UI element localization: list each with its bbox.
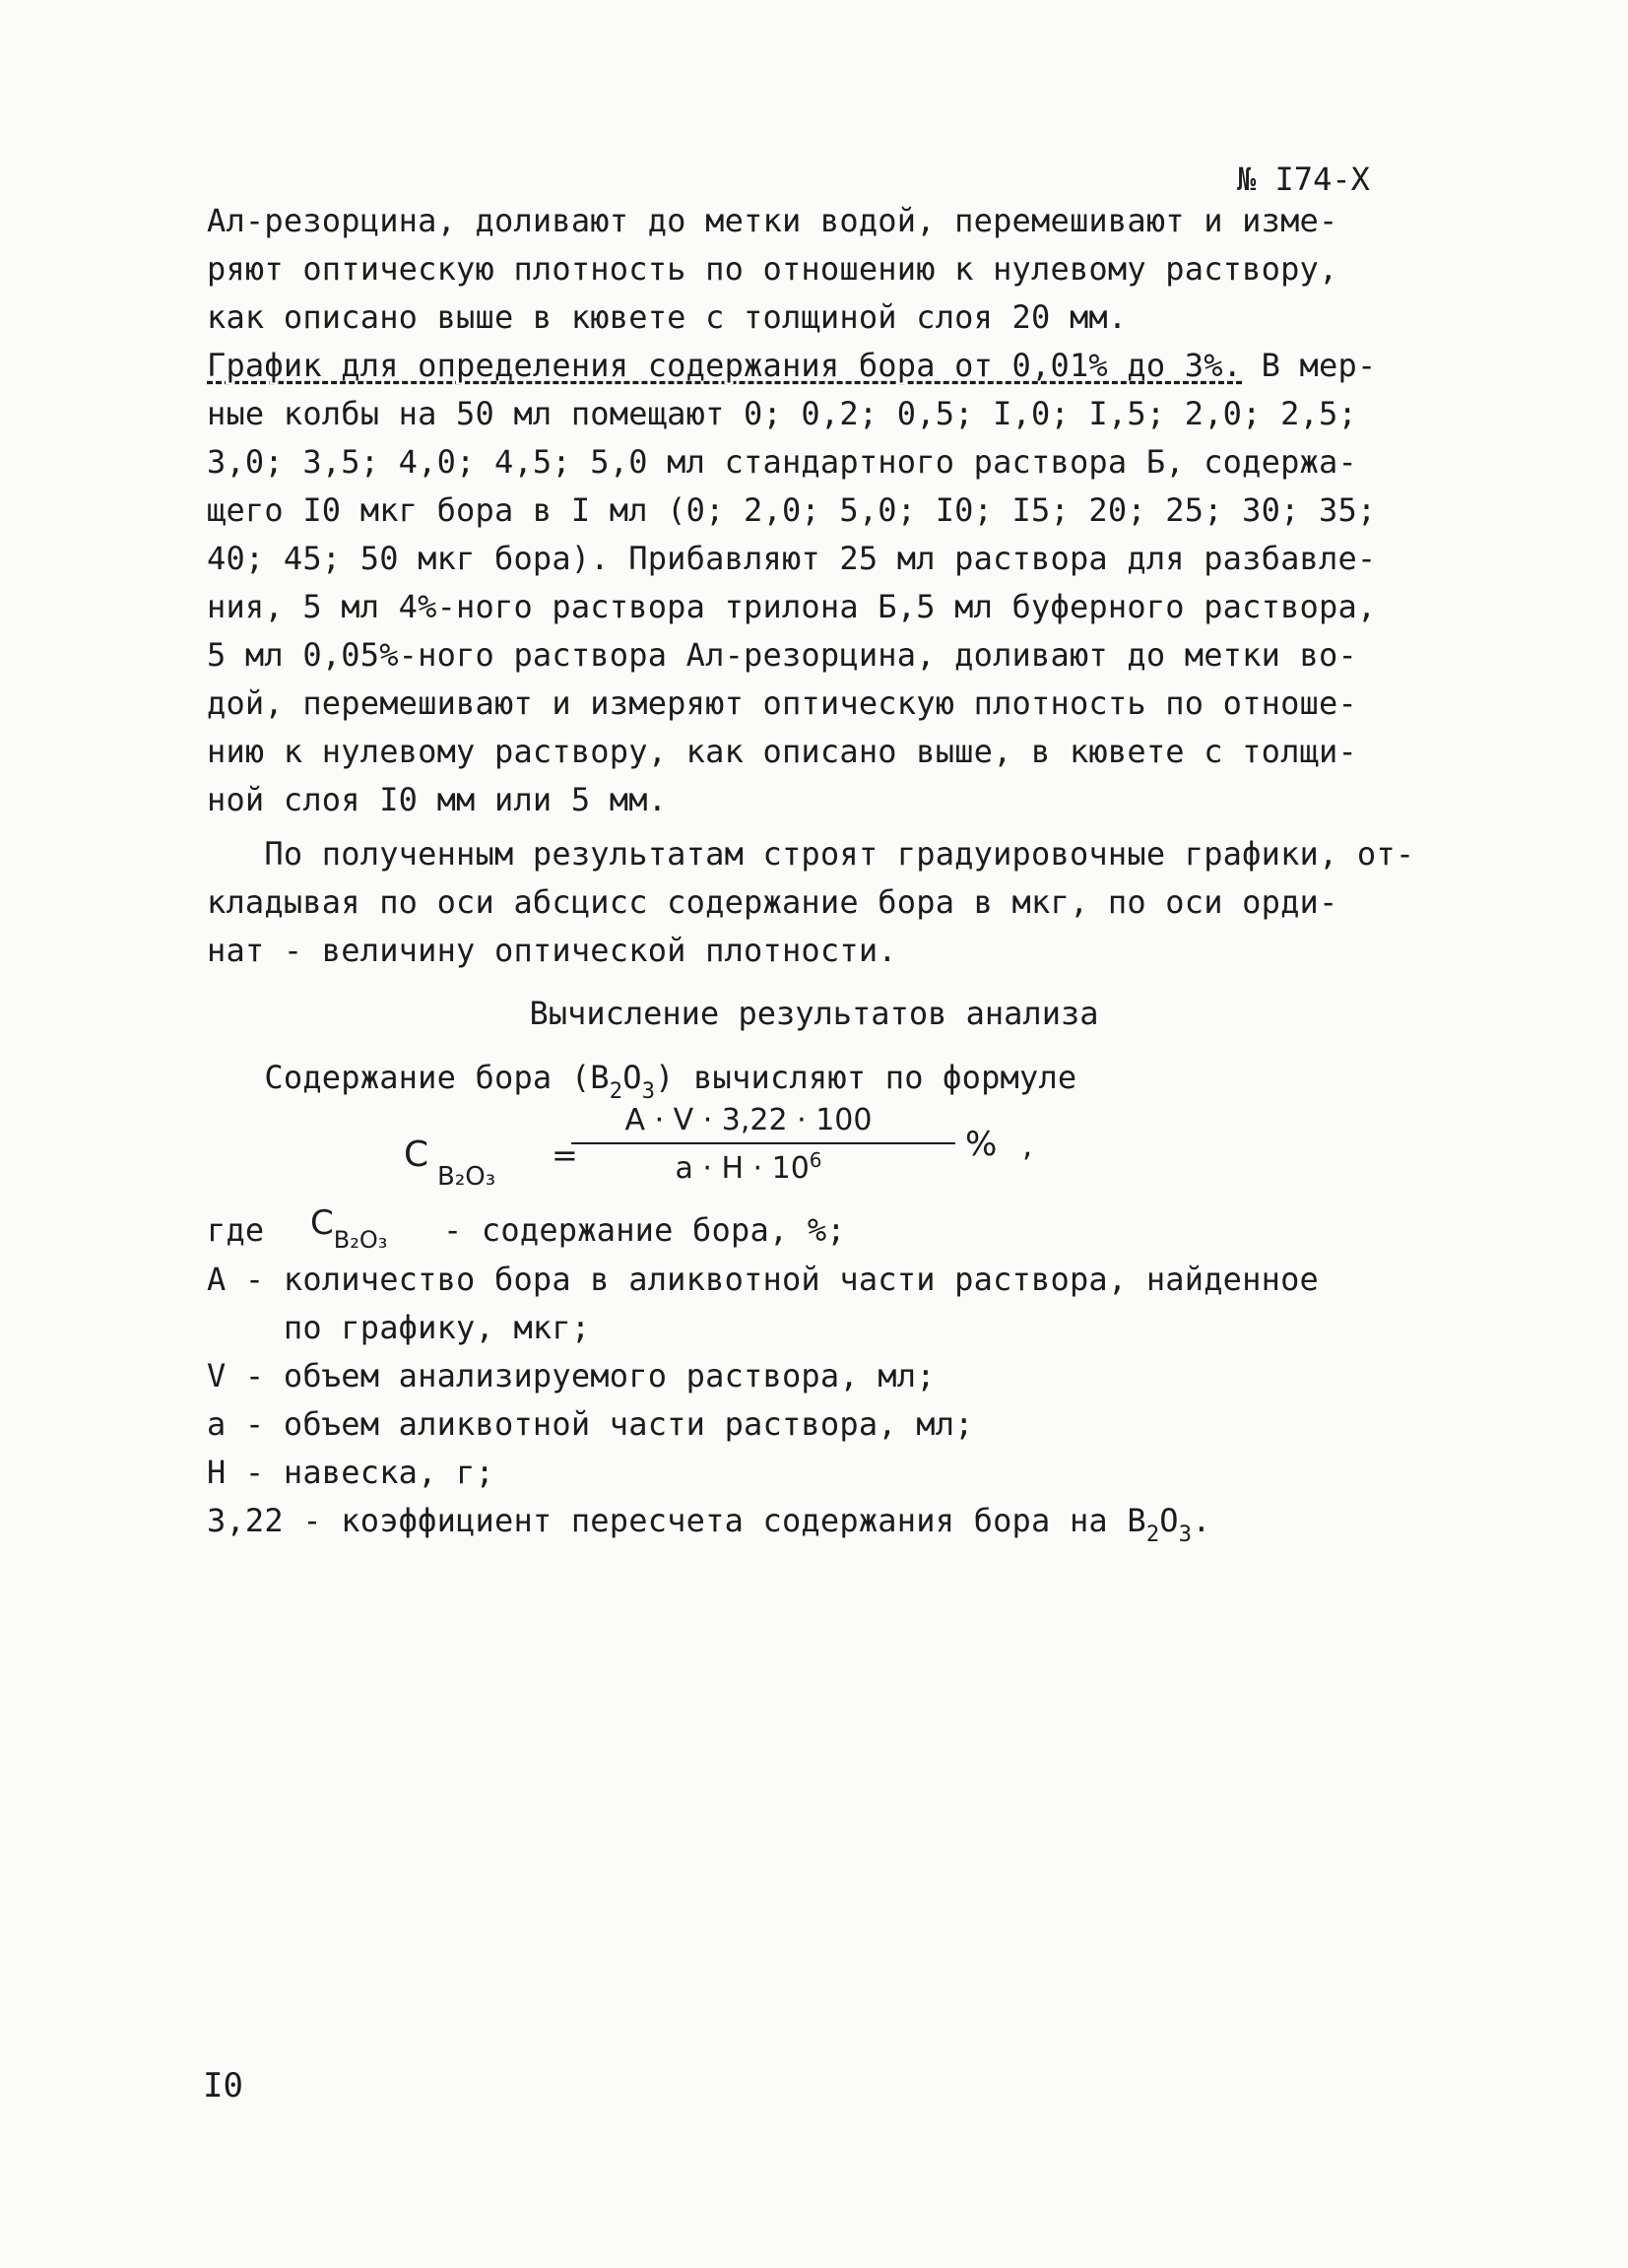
body-line: ряют оптическую плотность по отношению к нулевому раствору, (207, 250, 1338, 288)
formula-intro-sub: 2 (609, 1079, 623, 1104)
fraction-bar (571, 1142, 955, 1144)
section-line: нию к нулевому раствору, как описано выше, в кювете с толщи- (207, 733, 1357, 770)
legend-gde-text: - содержание бора, %; (443, 1211, 846, 1249)
legend-last-sub: 2 (1145, 1523, 1160, 1547)
section-line: ные колбы на 50 мл помещают 0; 0,2; 0,5; I,0; I,5; 2,0; 2,5; (207, 395, 1357, 432)
section-line: дой, перемешивают и измеряют оптическую плотность по отноше- (207, 684, 1357, 722)
legend-last-mid: O (1159, 1502, 1179, 1539)
section-heading: Вычисление результатов анализа (529, 995, 1099, 1032)
legend-item: по графику, мкг; (207, 1309, 591, 1346)
formula-equals: = (552, 1136, 578, 1174)
calculation-formula (404, 1103, 1093, 1211)
legend-item: a - объем аликвотной части раствора, мл; (207, 1405, 974, 1443)
body-line: как описано выше в кювете с толщиной слоя 20 мм. (207, 298, 1128, 336)
formula-denominator (601, 1148, 896, 1186)
legend-symbol-subscript: B₂O₃ (333, 1226, 388, 1254)
formula-intro-sub: 3 (641, 1079, 656, 1104)
formula-intro-suffix: ) вычисляют по формуле (655, 1059, 1077, 1096)
section-line: щего I0 мкг бора в I мл (0; 2,0; 5,0; I0; I5; 20; 25; 30; 35; (207, 491, 1377, 529)
legend-symbol: C (310, 1203, 334, 1243)
document-number: № I74-X (1237, 161, 1370, 198)
legend-last-item (207, 1502, 1211, 1547)
legend-gde-symbol (310, 1203, 388, 1254)
legend-item: А - количество бора в аликвотной части раствора, найденное (207, 1261, 1320, 1298)
formula-intro-prefix: Содержание бора (B (207, 1059, 610, 1096)
formula-unit: % (965, 1125, 998, 1164)
section-title-rest: В мер- (1242, 347, 1377, 384)
formula-denominator-text: a · H · 10 (675, 1151, 810, 1186)
paragraph-line: кладывая по оси абсцисс содержание бора в мкг, по оси орди- (207, 883, 1338, 921)
formula-comma: , (1022, 1127, 1033, 1164)
formula-intro-mid: O (622, 1059, 642, 1096)
legend-last-prefix: 3,22 - коэффициент пересчета содержания бора на B (207, 1502, 1146, 1539)
formula-symbol-subscript: B₂O₃ (437, 1162, 496, 1192)
paragraph-line: По полученным результатам строят градуировочные графики, от- (207, 835, 1415, 873)
section-title-line (207, 347, 1376, 384)
section-title: График для определения содержания бора от 0,01% до 3%. (207, 347, 1243, 384)
paragraph-line: нат - величину оптической плотности. (207, 932, 897, 969)
body-line: Ал-резорцина, доливают до метки водой, перемешивают и изме- (207, 202, 1338, 239)
section-line: ной слоя I0 мм или 5 мм. (207, 781, 668, 818)
legend-item: V - объем анализируемого раствора, мл; (207, 1357, 936, 1394)
section-line: 40; 45; 50 мкг бора). Прибавляют 25 мл раствора для разбавле- (207, 540, 1377, 577)
legend-gde-word: где (207, 1211, 265, 1249)
legend-last-suffix: . (1192, 1502, 1211, 1539)
section-line: 3,0; 3,5; 4,0; 4,5; 5,0 мл стандартного раствора Б, содержа- (207, 443, 1357, 481)
formula-symbol: C (404, 1134, 429, 1175)
formula-intro (207, 1059, 1077, 1104)
formula-numerator: A · V · 3,22 · 100 (624, 1103, 873, 1137)
legend-item: H - навеска, г; (207, 1454, 494, 1491)
formula-exponent: 6 (809, 1148, 822, 1172)
section-line: ния, 5 мл 4%-ного раствора трилона Б,5 мл буферного раствора, (207, 588, 1377, 625)
section-line: 5 мл 0,05%-ного раствора Ал-резорцина, доливают до метки во- (207, 636, 1357, 674)
legend-last-sub: 3 (1178, 1523, 1193, 1547)
page-number: I0 (203, 2066, 243, 2106)
